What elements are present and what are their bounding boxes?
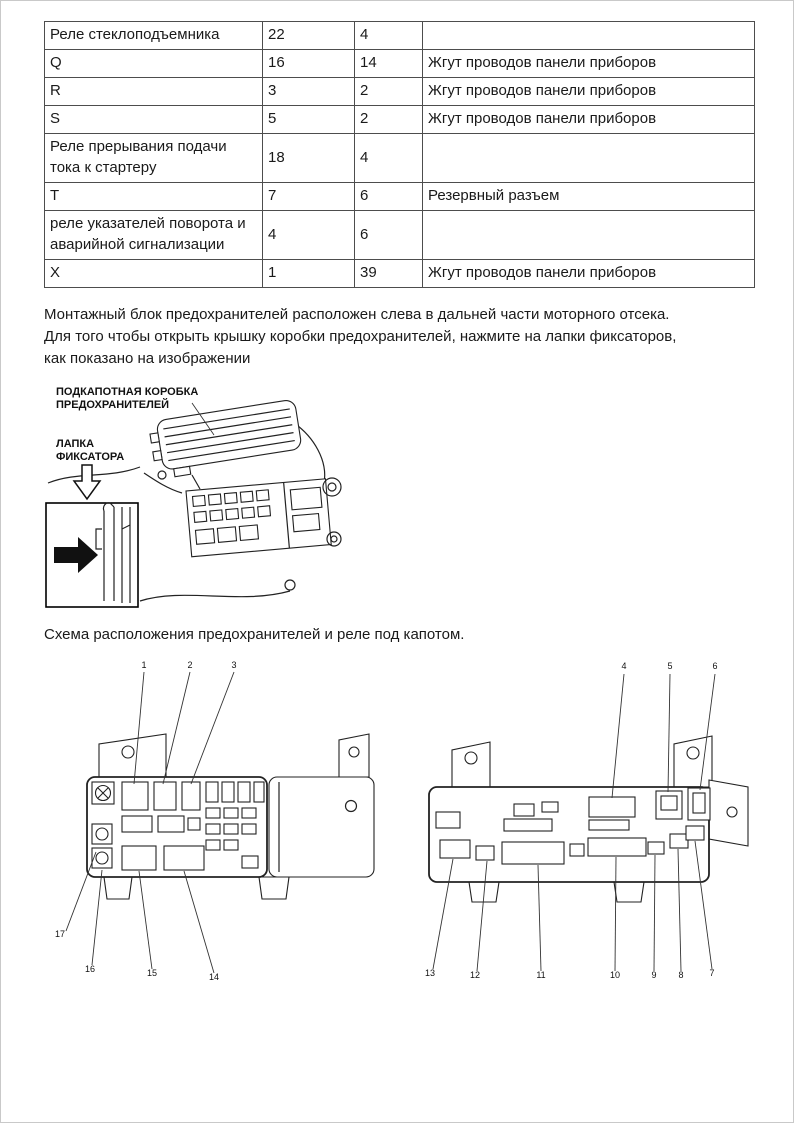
amps-cell: 6 [355,183,423,211]
callout-12: 12 [469,970,481,980]
circuit-cell: Резервный разъем [423,183,755,211]
component-cell: Q [45,50,263,78]
callout-7: 7 [709,968,715,978]
underhood-cover-figure [44,379,349,611]
right-box-components [436,788,710,864]
latch-label-line2: ФИКСАТОРА [56,451,125,463]
component-cell: Реле прерывания подачи тока к стартеру [45,134,263,183]
left-box-components [92,782,264,870]
amps-cell: 4 [355,134,423,183]
component-cell: T [45,183,263,211]
callout-13: 13 [424,968,436,978]
callout-3: 3 [231,660,237,670]
callout-10: 10 [609,970,621,980]
position-cell: 16 [263,50,355,78]
callout-11: 11 [536,970,546,980]
table-row [45,22,755,50]
circuit-cell: Жгут проводов панели приборов [423,50,755,78]
component-cell: X [45,260,263,288]
callout-17: 17 [54,929,66,939]
callout-1: 1 [141,660,147,670]
fuse-box-body [186,479,331,557]
amps-cell: 14 [355,50,423,78]
component-cell: S [45,106,263,134]
circuit-cell [423,22,755,50]
circuit-cell: Жгут проводов панели приборов [423,78,755,106]
position-cell: 5 [263,106,355,134]
amps-cell: 39 [355,260,423,288]
fuse-layout-figure [44,654,754,994]
table-row [45,106,755,134]
latch-pointer-arrow-icon [74,465,100,499]
component-cell: R [45,78,263,106]
amps-cell: 2 [355,106,423,134]
circuit-cell [423,134,755,183]
cover-label-line1: ПОДКАПОТНАЯ КОРОБКА [56,386,199,398]
callout-5: 5 [667,661,673,671]
callout-16: 16 [84,964,96,974]
underhood-cover-illustration [44,379,349,611]
callout-14: 14 [208,972,220,982]
component-cell: Реле стеклоподъемника [45,22,263,50]
table-row [45,50,755,78]
position-cell: 4 [263,211,355,260]
fuse-layout-diagram [44,654,754,994]
component-cell: реле указателей поворота и аварийной сигнализации [45,211,263,260]
callout-2: 2 [187,660,193,670]
fuse-table [44,21,755,288]
table-row [45,260,755,288]
latch-label-line1: ЛАПКА [56,438,95,450]
callout-8: 8 [678,970,684,980]
fuse-box-cover [148,399,303,479]
callout-9: 9 [651,970,657,980]
latch-inset [46,503,138,607]
intro-text [44,304,753,370]
circuit-cell: Жгут проводов панели приборов [423,106,755,134]
position-cell: 22 [263,22,355,50]
paragraph-open-cover-line1: Для того чтобы открыть крышку коробки предохранителей, нажмите на лапки фиксаторов, [44,328,677,345]
table-row [45,211,755,260]
table-row [45,78,755,106]
table-row [45,183,755,211]
callout-6: 6 [712,661,718,671]
callout-15: 15 [146,968,158,978]
position-cell: 1 [263,260,355,288]
paragraph-location: Монтажный блок предохранителей расположен слева в дальней части моторного отсека. [44,306,670,323]
layout-caption: Схема расположения предохранителей и реле под капотом. [44,626,465,643]
amps-cell: 6 [355,211,423,260]
table-row [45,134,755,183]
amps-cell: 2 [355,78,423,106]
circuit-cell [423,211,755,260]
paragraph-open-cover-line2: как показано на изображении [44,350,251,367]
amps-cell: 4 [355,22,423,50]
callout-4: 4 [621,661,627,671]
position-cell: 18 [263,134,355,183]
cover-label-line2: ПРЕДОХРАНИТЕЛЕЙ [56,399,170,411]
circuit-cell: Жгут проводов панели приборов [423,260,755,288]
left-fuse-box [87,734,374,899]
position-cell: 7 [263,183,355,211]
position-cell: 3 [263,78,355,106]
